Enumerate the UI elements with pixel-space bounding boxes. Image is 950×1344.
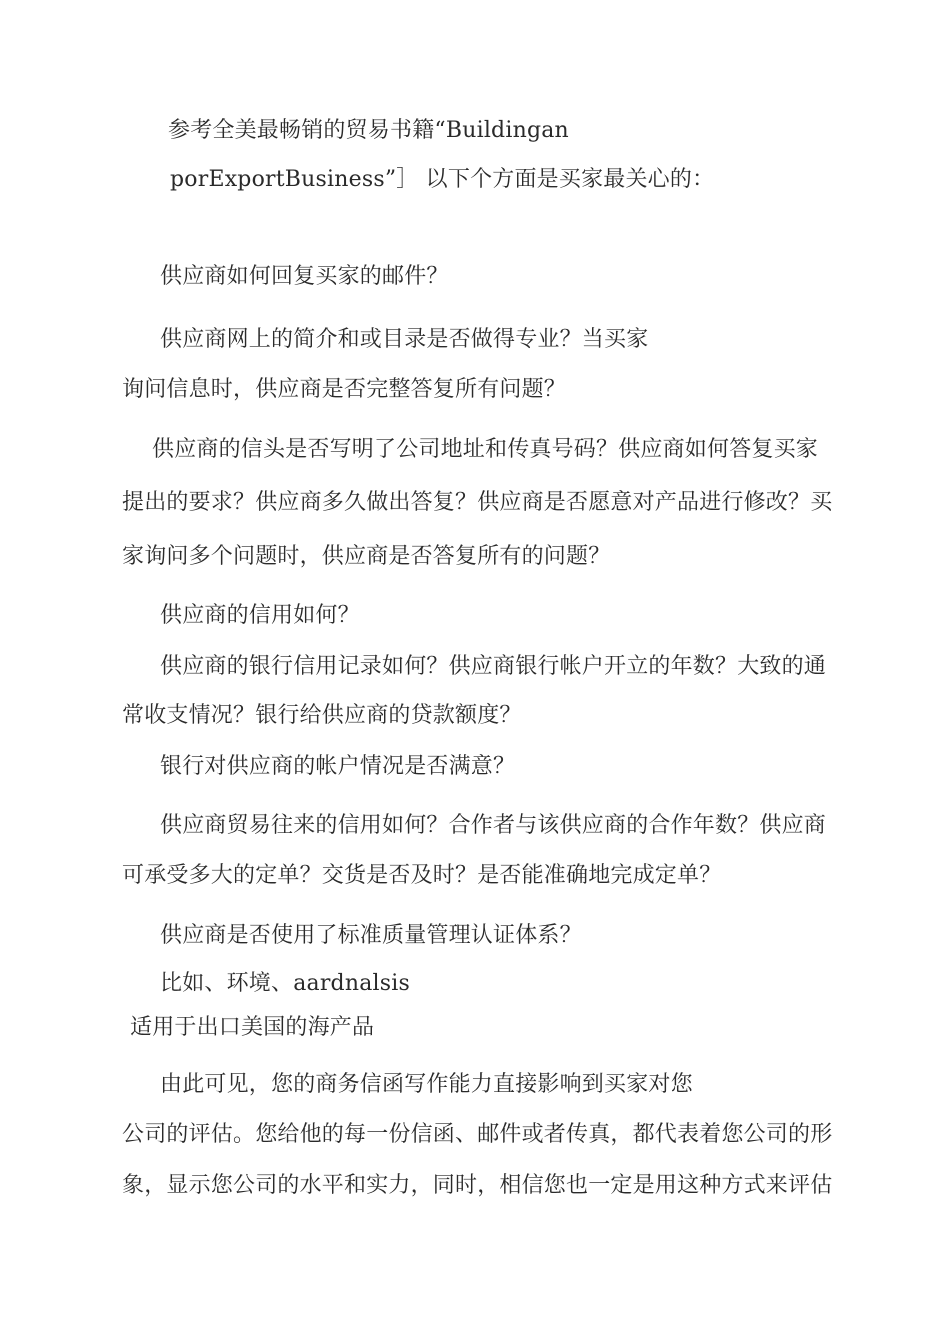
text-line: 由此可见，您的商务信函写作能力直接影响到买家对您 (160, 1072, 693, 1097)
text-line: 询问信息时，供应商是否完整答复所有问题？ (122, 377, 567, 402)
text-line: 供应商是否使用了标准质量管理认证体系？ (160, 923, 582, 948)
text-line: 常收支情况？银行给供应商的贷款额度？ (122, 703, 522, 728)
text-line: 家询问多个问题时，供应商是否答复所有的问题？ (122, 544, 611, 569)
text-line: 供应商的银行信用记录如何？供应商银行帐户开立的年数？大致的通 (160, 654, 827, 679)
text-line: 提出的要求？供应商多久做出答复？供应商是否愿意对产品进行修改？买 (122, 490, 833, 515)
text-line: 象，显示您公司的水平和实力，同时，相信您也一定是用这种方式来评估 (122, 1173, 833, 1198)
text-line: 银行对供应商的帐户情况是否满意？ (160, 754, 516, 779)
text-line: 可承受多大的定单？交货是否及时？是否能准确地完成定单？ (122, 863, 722, 888)
text-line: 供应商贸易往来的信用如何？合作者与该供应商的合作年数？供应商 (160, 813, 827, 838)
text-line: porExportBusiness”］ 以下个方面是买家最关心的： (170, 167, 715, 192)
text-line: 供应商如何回复买家的邮件？ (160, 264, 449, 289)
text-line: 公司的评估。您给他的每一份信函、邮件或者传真，都代表着您公司的形 (122, 1122, 833, 1147)
text-line: 适用于出口美国的海产品 (130, 1015, 375, 1040)
text-line: 供应商的信头是否写明了公司地址和传真号码？供应商如何答复买家 (152, 437, 819, 462)
text-line: 比如、环境、aardnalsis (160, 971, 410, 996)
text-line: 参考全美最畅销的贸易书籍“Buildingan (168, 118, 569, 143)
text-line: 供应商的信用如何？ (160, 603, 360, 628)
text-line: 供应商网上的简介和或目录是否做得专业？当买家 (160, 327, 649, 352)
